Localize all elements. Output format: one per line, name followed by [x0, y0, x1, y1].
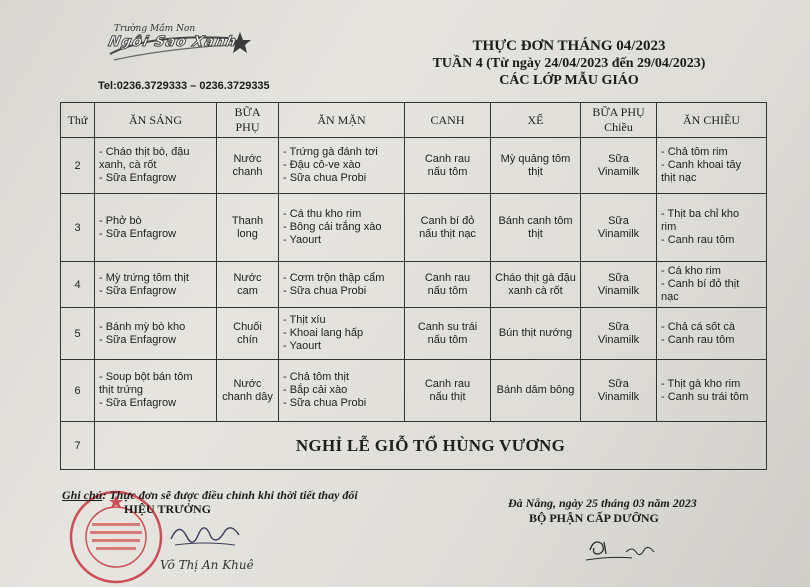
dinner-line: - Canh bí đỏ thịt — [661, 278, 740, 290]
savory-cell — [279, 262, 405, 308]
day-cell: 2 — [61, 138, 95, 194]
breakfast-line: thịt trứng — [99, 384, 144, 396]
savory-line: - Cá thu kho rim — [283, 208, 362, 220]
snack1-cell — [217, 194, 279, 262]
savory-cell — [279, 194, 405, 262]
header-breakfast: ĂN SÁNG — [95, 103, 217, 138]
dinner-line: rim — [661, 221, 677, 233]
day-cell: 4 — [61, 262, 95, 308]
dinner-line: - Canh su trái tôm — [661, 390, 749, 403]
xe-cell — [491, 308, 581, 360]
header-xe: XẾ — [491, 103, 581, 138]
xe-line: Cháo thịt gà đậu — [495, 271, 576, 284]
breakfast-line: - Sữa Enfagrow — [99, 227, 177, 240]
note-label: Ghi chú — [62, 488, 103, 502]
breakfast-line: - Phở bò — [99, 214, 142, 227]
header-soup: CANH — [405, 103, 491, 138]
savory-line: - Sữa chua Probi — [283, 284, 367, 297]
table-row — [61, 360, 767, 422]
snack1-line: chanh — [232, 165, 263, 178]
menu-table — [60, 102, 767, 470]
breakfast-cell — [95, 360, 217, 422]
breakfast-cell — [95, 138, 217, 194]
dinner-line: - Cá kho rim — [661, 265, 721, 277]
snack2-line: Sữa — [608, 377, 629, 390]
savory-line: - Yaourt — [283, 234, 322, 246]
soup-line: Canh su trái — [417, 320, 478, 333]
table-row — [61, 262, 767, 308]
savory-line: - Sữa chua Probi — [283, 172, 367, 184]
header-snack1-line1: BỮA — [234, 105, 261, 119]
breakfast-line: - Mỳ trứng tôm thịt — [99, 271, 189, 284]
dinner-line: nạc — [661, 291, 679, 303]
principal-signature-icon — [165, 515, 245, 555]
xe-cell — [491, 262, 581, 308]
savory-line: - Bắp cải xào — [283, 384, 348, 396]
phone-numbers: Tel:0236.3729333 – 0236.3729335 — [98, 80, 270, 92]
breakfast-line: - Soup bột bán tôm — [99, 371, 193, 383]
snack1-cell — [217, 308, 279, 360]
savory-cell — [279, 360, 405, 422]
sign-date: Đà Nẵng, ngày 25 tháng 03 năm 2023 — [508, 496, 697, 510]
snack2-line: Sữa — [608, 214, 629, 227]
soup-line: Canh rau — [424, 271, 471, 284]
note — [62, 488, 358, 503]
table-row — [61, 194, 767, 262]
header-snack1-line2: PHỤ — [235, 120, 260, 134]
dinner-cell — [657, 308, 767, 360]
principal-title: HIỆU TRƯỞNG — [124, 502, 212, 516]
holiday-text: NGHỈ LỄ GIỖ TỔ HÙNG VƯƠNG — [95, 422, 767, 470]
breakfast-line: xanh, cà rốt — [99, 159, 157, 171]
soup-line: nấu tôm — [427, 284, 468, 297]
soup-cell — [405, 360, 491, 422]
soup-line: Canh rau — [424, 377, 471, 390]
kitchen-signature-icon — [582, 528, 662, 568]
snack2-line: Vinamilk — [597, 390, 640, 403]
table-row — [61, 308, 767, 360]
soup-cell — [405, 138, 491, 194]
savory-cell — [279, 138, 405, 194]
xe-line: xanh cà rốt — [508, 284, 563, 297]
logo-main-text: Ngôi Sao Xanh — [106, 34, 239, 50]
soup-line: nấu thịt nạc — [419, 227, 476, 240]
savory-line: - Chả tôm thịt — [283, 371, 350, 383]
savory-line: - Cơm trộn thập cẩm — [283, 271, 385, 284]
snack1-cell — [217, 360, 279, 422]
soup-line: nấu tôm — [427, 165, 468, 178]
dinner-line: - Canh khoai tây — [661, 159, 742, 171]
dinner-line: - Thịt ba chỉ kho — [661, 208, 740, 220]
soup-cell — [405, 262, 491, 308]
note-text: : Thực đơn sẽ được điều chỉnh khi thời tiết thay đổi — [102, 488, 358, 502]
snack1-line: Chuối — [233, 320, 262, 333]
snack2-cell — [581, 360, 657, 422]
snack2-cell — [581, 194, 657, 262]
snack1-line: Nước — [233, 377, 262, 390]
holiday-day: 7 — [61, 422, 95, 470]
snack2-line: Vinamilk — [597, 165, 640, 178]
savory-line: - Trứng gà đánh tơi — [283, 146, 378, 158]
xe-line: Bánh dâm bông — [496, 384, 575, 396]
savory-line: - Khoai lang hấp — [283, 327, 364, 339]
header-dinner: ĂN CHIỀU — [657, 103, 767, 138]
header-snack2 — [581, 103, 657, 138]
snack1-line: long — [237, 227, 258, 240]
snack1-line: chanh dây — [222, 390, 273, 403]
breakfast-line: - Sữa Enfagrow — [99, 397, 177, 409]
dinner-cell — [657, 138, 767, 194]
principal-name: Võ Thị An Khuê — [160, 558, 254, 572]
header-snack2-line1: BỮA PHỤ — [592, 105, 645, 119]
department-title: BỘ PHẬN CẤP DƯỠNG — [529, 511, 659, 525]
class-group: CÁC LỚP MẪU GIÁO — [499, 73, 639, 88]
breakfast-line: - Sữa Enfagrow — [99, 172, 177, 184]
snack1-cell — [217, 262, 279, 308]
xe-cell — [491, 194, 581, 262]
breakfast-line: - Sữa Enfagrow — [99, 333, 177, 346]
breakfast-cell — [95, 194, 217, 262]
week-range: TUẦN 4 (Từ ngày 24/04/2023 đến 29/04/2023) — [432, 56, 706, 71]
xe-line: thịt — [528, 227, 543, 240]
title-block — [384, 38, 754, 89]
xe-line: Mỳ quảng tôm — [500, 152, 571, 165]
day-cell: 6 — [61, 360, 95, 422]
dinner-line: - Chả tôm rim — [661, 146, 728, 158]
breakfast-line: - Cháo thịt bò, đậu — [99, 146, 190, 158]
breakfast-line: - Bánh mỳ bò kho — [99, 320, 186, 333]
soup-cell — [405, 308, 491, 360]
logo-top-text: Trường Mầm Non — [114, 24, 196, 34]
snack2-line: Vinamilk — [597, 284, 640, 297]
savory-line: - Sữa chua Probi — [283, 397, 367, 409]
savory-line: - Bông cải trắng xào — [283, 221, 382, 233]
dinner-line: - Thịt gà kho rim — [661, 377, 741, 390]
header-snack1 — [217, 103, 279, 138]
xe-line: Bánh canh tôm — [498, 214, 573, 227]
dinner-line: - Chả cá sốt cà — [661, 320, 735, 333]
xe-cell — [491, 138, 581, 194]
snack1-line: chín — [237, 333, 258, 346]
dinner-line: - Canh rau tôm — [661, 234, 735, 246]
breakfast-cell — [95, 262, 217, 308]
snack1-line: cam — [237, 284, 258, 297]
header-snack2-line2: Chiều — [604, 120, 633, 134]
soup-line: nấu tôm — [427, 333, 468, 346]
xe-cell — [491, 360, 581, 422]
xe-line: Bún thịt nướng — [498, 327, 573, 339]
dinner-line: thịt nạc — [661, 172, 697, 184]
soup-cell — [405, 194, 491, 262]
dinner-cell — [657, 262, 767, 308]
day-cell: 5 — [61, 308, 95, 360]
savory-line: - Yaourt — [283, 340, 322, 352]
snack2-cell — [581, 308, 657, 360]
soup-line: Canh rau — [424, 152, 471, 165]
snack1-line: Nước — [233, 271, 262, 284]
snack1-line: Thanh — [231, 214, 264, 227]
table-header-row — [61, 103, 767, 138]
school-logo — [108, 24, 258, 64]
day-cell: 3 — [61, 194, 95, 262]
dinner-cell — [657, 194, 767, 262]
snack2-line: Sữa — [608, 320, 629, 333]
dinner-cell — [657, 360, 767, 422]
soup-line: Canh bí đỏ — [420, 214, 475, 227]
holiday-row — [61, 422, 767, 470]
savory-line: - Đậu cô-ve xào — [283, 159, 361, 171]
snack1-line: Nước — [233, 152, 262, 165]
savory-cell — [279, 308, 405, 360]
header-day: Thứ — [61, 103, 95, 138]
snack2-line: Sữa — [608, 271, 629, 284]
xe-line: thịt — [528, 165, 543, 178]
snack1-cell — [217, 138, 279, 194]
snack2-line: Vinamilk — [597, 227, 640, 240]
breakfast-cell — [95, 308, 217, 360]
snack2-cell — [581, 262, 657, 308]
savory-line: - Thịt xíu — [283, 314, 326, 326]
snack2-cell — [581, 138, 657, 194]
table-row — [61, 138, 767, 194]
snack2-line: Vinamilk — [597, 333, 640, 346]
dinner-line: - Canh rau tôm — [661, 333, 735, 346]
snack2-line: Sữa — [608, 152, 629, 165]
menu-title: THỰC ĐƠN THÁNG 04/2023 — [472, 38, 666, 54]
soup-line: nấu thịt — [429, 390, 466, 403]
header-savory: ĂN MẶN — [279, 103, 405, 138]
breakfast-line: - Sữa Enfagrow — [99, 284, 177, 297]
